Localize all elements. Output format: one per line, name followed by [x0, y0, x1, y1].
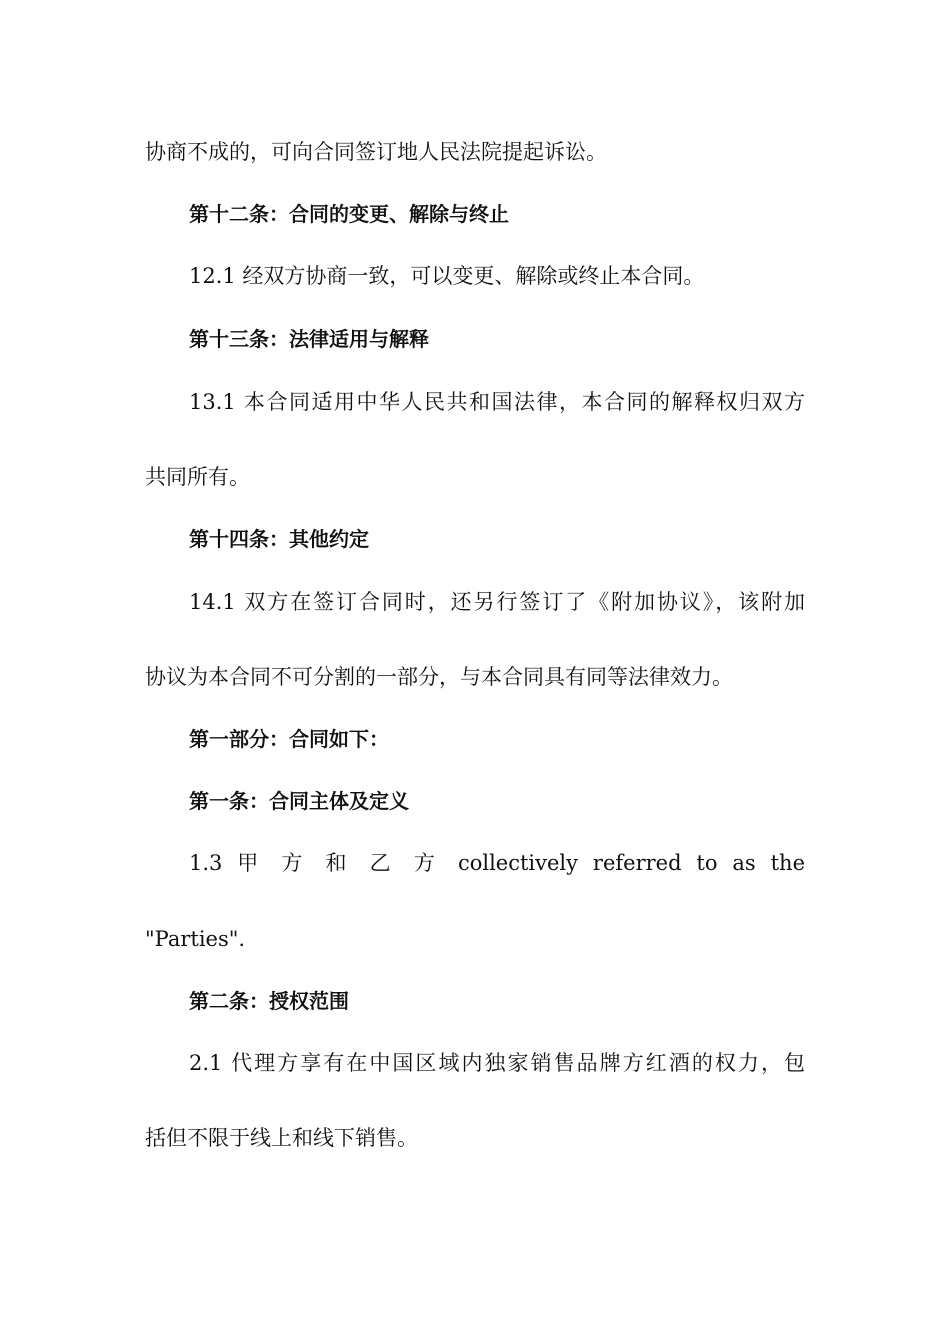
paragraph-line: 1.3 甲 方 和 乙 方 collectively referred to as the [189, 851, 805, 875]
section-heading: 第一部分：合同如下： [189, 727, 389, 751]
paragraph-line: 14.1 双方在签订合同时，还另行签订了《附加协议》，该附加 [189, 590, 805, 614]
section-heading: 第十三条：法律适用与解释 [189, 327, 429, 351]
section-heading: 第十四条：其他约定 [189, 527, 369, 551]
paragraph-line: 协商不成的，可向合同签订地人民法院提起诉讼。 [145, 140, 607, 164]
paragraph-line: 2.1 代理方享有在中国区域内独家销售品牌方红酒的权力，包 [189, 1051, 805, 1075]
section-heading: 第二条：授权范围 [189, 989, 349, 1013]
paragraph-line: 12.1 经双方协商一致，可以变更、解除或终止本合同。 [189, 264, 705, 288]
paragraph-line: "Parties". [145, 927, 246, 951]
paragraph-line: 括但不限于线上和线下销售。 [145, 1126, 418, 1150]
paragraph-line: 共同所有。 [145, 465, 250, 489]
paragraph-line: 协议为本合同不可分割的一部分，与本合同具有同等法律效力。 [145, 665, 733, 689]
paragraph-line: 13.1 本合同适用中华人民共和国法律，本合同的解释权归双方 [189, 390, 805, 414]
section-heading: 第十二条：合同的变更、解除与终止 [189, 202, 509, 226]
section-heading: 第一条：合同主体及定义 [189, 789, 409, 813]
